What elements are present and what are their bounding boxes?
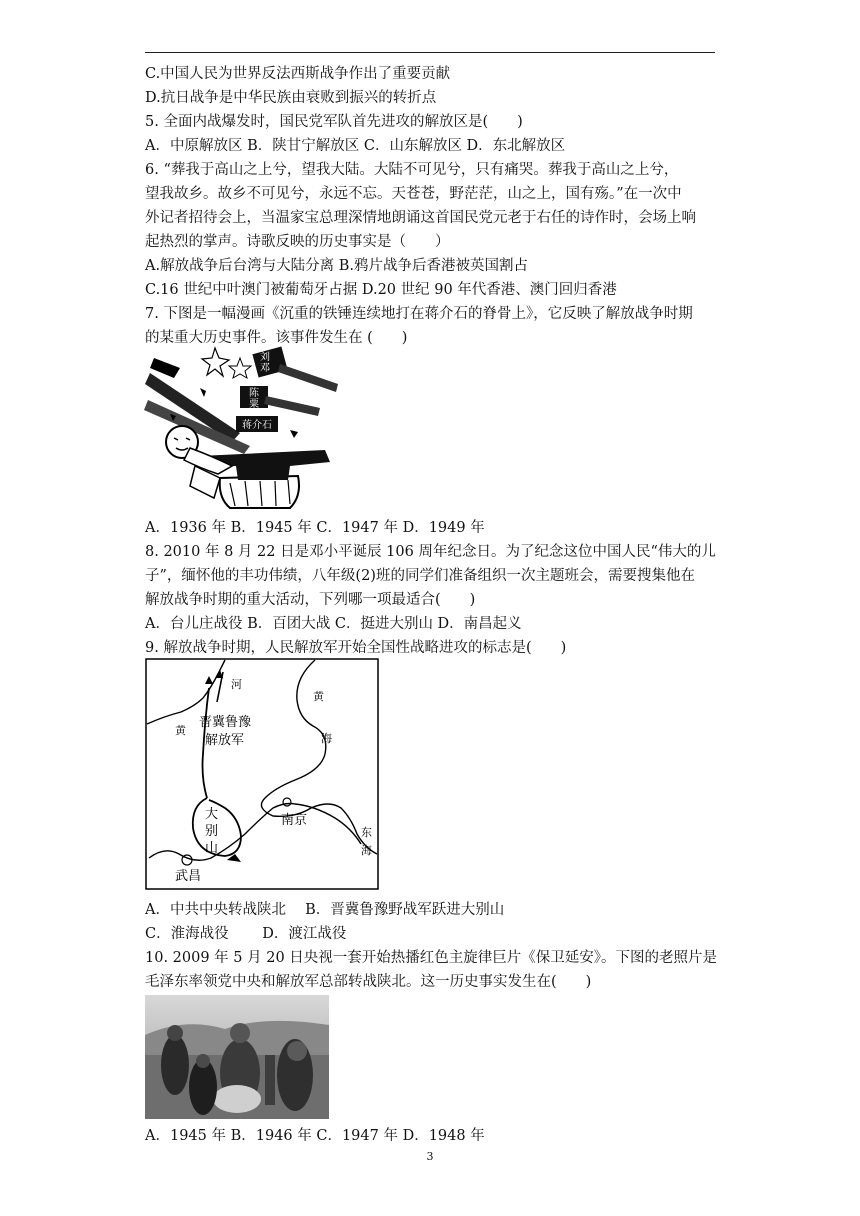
- map-label-army: 晋冀鲁豫: [199, 715, 252, 730]
- question-7-stem: 7. 下图是一幅漫画《沉重的铁锤连续地打在蒋介石的脊骨上》，它反映了解放战争时期: [145, 306, 693, 322]
- map-label-dabie: 别: [205, 824, 219, 839]
- question-9-stem: 9. 解放战争时期，人民解放军开始全国性战略进攻的标志是( ): [145, 640, 567, 656]
- page-number: 3: [426, 1150, 434, 1163]
- map-label-river: 河: [231, 678, 242, 691]
- question-5-stem: 5. 全面内战爆发时，国民党军队首先进攻的解放区是( ): [145, 114, 523, 130]
- cartoon-label: 蒋介石: [242, 420, 272, 431]
- option-line: C.中国人民为世界反法西斯战争作出了重要贡献: [145, 66, 451, 82]
- question-6-options: C.16 世纪中叶澳门被葡萄牙占据 D.20 世纪 90 年代香港、澳门回归香港: [145, 282, 617, 298]
- question-9-options: A．中共中央转战陕北 B．晋冀鲁豫野战军跃进大别山: [145, 902, 505, 918]
- question-6-stem: 6. “葬我于高山之上兮，望我大陆。大陆不可见兮，只有痛哭。葬我于高山之上兮，: [145, 162, 679, 178]
- question-7-options: A．1936 年 B．1945 年 C．1947 年 D．1949 年: [145, 520, 485, 536]
- map-label-east-sea: 东: [361, 826, 372, 839]
- question-6-stem: 望我故乡。故乡不可见兮，永远不忘。天苍苍，野茫茫，山之上，国有殇。”在一次中: [145, 186, 682, 202]
- question-8-options: A．台儿庄战役 B．百团大战 C．挺进大别山 D．南昌起义: [145, 616, 522, 632]
- map-label-wuchang: 武昌: [175, 869, 202, 884]
- historical-photo: [145, 995, 329, 1119]
- map-label-yellow-sea: 黄: [313, 690, 324, 703]
- question-8-stem: 解放战争时期的重大活动，下列哪一项最适合( ): [145, 592, 476, 608]
- map-label-dabie: 山: [205, 841, 219, 856]
- cartoon-image: [140, 338, 345, 510]
- option-line: D.抗日战争是中华民族由衰败到振兴的转折点: [145, 90, 437, 106]
- map-label-east-sea: 海: [361, 844, 372, 857]
- question-7-stem: 的某重大历史事件。该事件发生在 ( ): [145, 330, 408, 346]
- cartoon-label: 邓: [260, 363, 270, 374]
- question-10-stem: 10. 2009 年 5 月 20 日央视一套开始热播红色主旋律巨片《保卫延安》。下图的老照片是: [145, 950, 718, 966]
- map-label-army: 解放军: [205, 733, 245, 748]
- map-label-dabie: 大: [205, 807, 219, 822]
- question-6-stem: 外记者招待会上，当温家宝总理深情地朗诵这首国民党元老于右任的诗作时，会场上响: [145, 210, 696, 226]
- question-10-stem: 毛泽东率领党中央和解放军总部转战陕北。这一历史事实发生在( ): [145, 974, 592, 990]
- map-image: [145, 658, 379, 890]
- question-10-options: A．1945 年 B．1946 年 C．1947 年 D．1948 年: [145, 1128, 485, 1144]
- map-label-river: 黄: [175, 724, 186, 737]
- question-8-stem: 子”，缅怀他的丰功伟绩，八年级(2)班的同学们准备组织一次主题班会，需要搜集他在: [145, 568, 695, 584]
- cartoon-label: 陈: [249, 388, 259, 399]
- question-8-stem: 8. 2010 年 8 月 22 日是邓小平诞辰 106 周年纪念日。为了纪念这位中国人民“伟大的儿: [145, 544, 716, 560]
- header-rule: [145, 52, 715, 53]
- question-6-stem: 起热烈的掌声。诗歌反映的历史事实是（ ）: [145, 234, 450, 250]
- question-9-options: C．淮海战役 D．渡江战役: [145, 926, 347, 942]
- map-label-yellow-sea: 海: [321, 732, 332, 745]
- map-label-nanjing: 南京: [281, 813, 308, 828]
- cartoon-label: 刘: [260, 352, 270, 363]
- cartoon-label: 粟: [249, 399, 259, 410]
- question-6-options: A.解放战争后台湾与大陆分离 B.鸦片战争后香港被英国割占: [145, 258, 528, 274]
- question-5-options: A．中原解放区 B．陕甘宁解放区 C．山东解放区 D．东北解放区: [145, 138, 566, 154]
